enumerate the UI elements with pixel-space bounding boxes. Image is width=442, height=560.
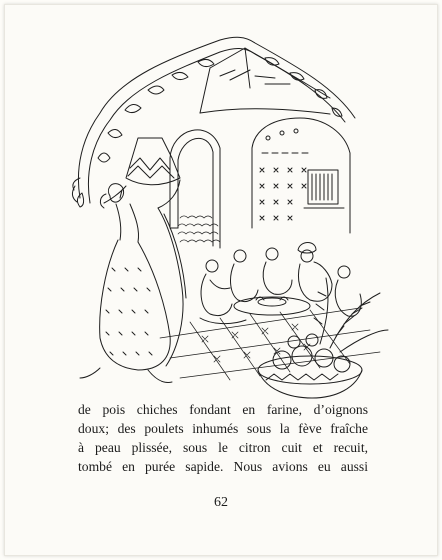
dancing-woman [80, 138, 186, 383]
background-foliage [178, 216, 220, 242]
text-line: de pois chiches fondant en farine, d’oignons [78, 402, 368, 417]
text-line: doux; des poulets inhumés sous la fève fraîche [78, 421, 368, 436]
body-text [78, 400, 368, 476]
text-line: tombé en purée sapide. Nous avions eu aussi [78, 459, 368, 474]
page-number: 62 [214, 495, 228, 510]
tiled-floor [160, 308, 380, 380]
ornate-arch [72, 37, 355, 207]
text-line: à peau plissée, sous le citron cuit et recuit, [78, 440, 368, 455]
illustration-drawing [60, 18, 390, 418]
fruit-basket [258, 278, 388, 398]
tiled-wall [252, 118, 350, 233]
